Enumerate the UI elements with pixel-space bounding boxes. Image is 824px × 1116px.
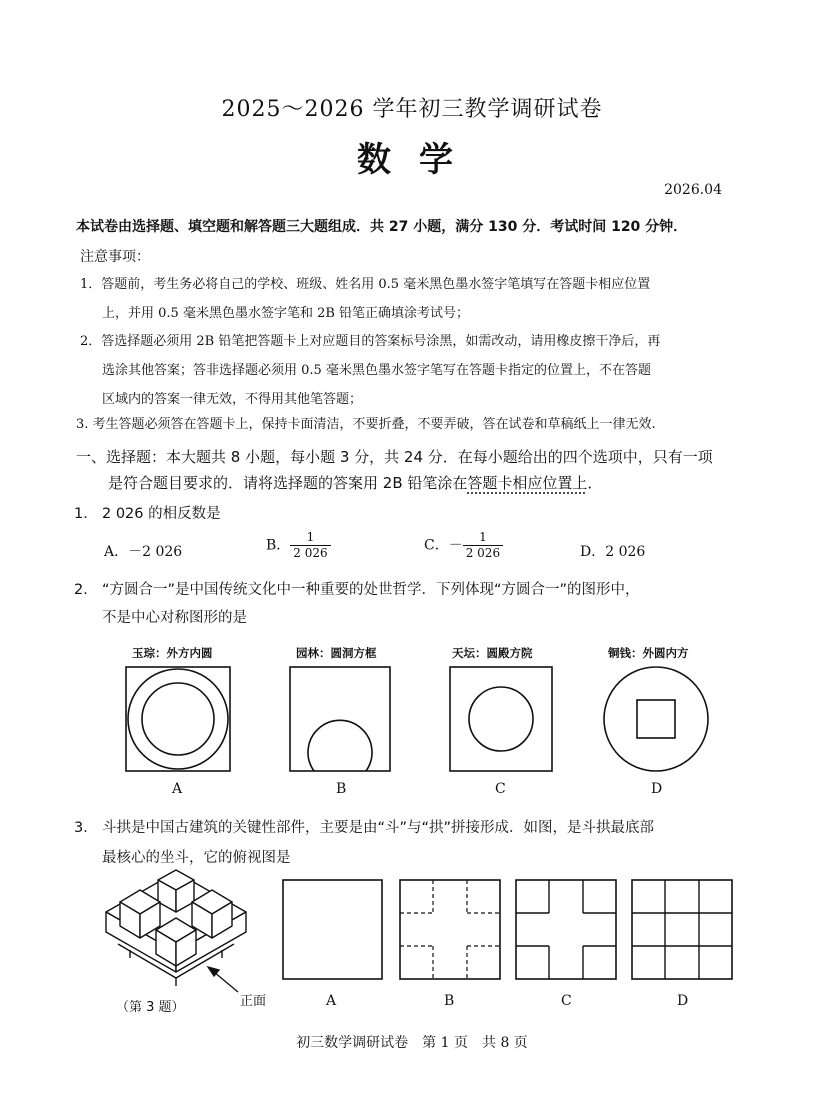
front-arrow <box>208 967 238 992</box>
q2-line-2: 不是中心对称图形的是 <box>102 610 247 626</box>
fraction: $\frac{1}{2 026}$ <box>290 530 330 561</box>
section-line-2: 是符合题目要求的．请将选择题的答案用 2B 铅笔涂在答题卡相应位置上． <box>108 474 603 492</box>
note-line: 上，并用 0.5 毫米黑色墨水签字笔和 2B 铅笔正确填涂考试号； <box>102 306 470 321</box>
q1-option-b: B． $\frac{1}{2 026}$ <box>266 530 331 561</box>
note-line: 1．答题前，考生务必将自己的学校、班级、姓名用 0.5 毫米黑色墨水签字笔填写在答题卡相应位置 <box>80 277 651 292</box>
q3-figure-caption: （第 3 题） <box>116 1000 185 1015</box>
figure-caption-c: 天坛：圆殿方院 <box>452 646 533 660</box>
view-letter-b: B <box>444 993 455 1009</box>
note-line: 2．答选择题必须用 2B 铅笔把答题卡上对应题目的答案标号涂黑，如需改动，请用橡皮擦干净后，再 <box>80 334 661 349</box>
note-line: 选涂其他答案；答非选择题必须用 0.5 毫米黑色墨水签字笔写在答题卡指定的位置上，不在答题 <box>102 363 651 378</box>
exam-date: 2026.04 <box>664 182 722 198</box>
front-label: 正面 <box>240 994 267 1009</box>
view-d-grid <box>632 880 732 979</box>
view-c-square <box>516 880 616 979</box>
page-footer: 初三数学调研试卷 第 1 页 共 8 页 <box>296 1035 528 1051</box>
figure-letter-c: C <box>495 781 506 797</box>
section-line: 一、选择题：本大题共 8 小题，每小题 3 分，共 24 分．在每小题给出的四个选项中，只有一项 <box>76 448 713 466</box>
notes-heading: 注意事项： <box>80 249 150 265</box>
view-a-square <box>283 880 382 979</box>
figure-letter-d: D <box>651 781 663 797</box>
note-line: 区域内的答案一律无效，不得用其他笔答题； <box>102 392 363 407</box>
note-3: 3. 考生答题必须答在答题卡上，保持卡面清洁，不要折叠，不要弄破，答在试卷和草稿纸上一律无效. <box>76 417 656 432</box>
q2-line-1: “方圆合一”是中国传统文化中一种重要的处世哲学．下列体现“方圆合一”的图形中， <box>102 582 640 598</box>
view-letter-a: A <box>326 993 337 1009</box>
q3-line-1: 斗拱是中国古建筑的关键性部件，主要是由“斗”与“拱”拼接形成．如图，是斗拱最底部 <box>102 820 655 836</box>
subject-title: 数学 <box>357 140 481 180</box>
view-letter-d: D <box>677 993 689 1009</box>
emphasis-text: 答题卡相应位置上 <box>467 474 588 492</box>
q3-line-2: 最核心的坐斗，它的俯视图是 <box>102 850 291 866</box>
q2-number: 2． <box>74 582 98 598</box>
figure-caption-b: 园林：圆洞方框 <box>296 646 377 660</box>
figure-caption-d: 铜钱：外圆内方 <box>608 646 689 660</box>
figure-letter-b: B <box>336 781 347 797</box>
q1-option-c: C．－ $\frac{1}{2 026}$ <box>424 530 503 561</box>
view-c-lines <box>516 880 616 979</box>
view-b-square <box>400 880 500 979</box>
exam-title: 2025～2026 学年初三教学调研试卷 <box>221 97 603 122</box>
view-d-square <box>632 880 732 979</box>
q3-number: 3． <box>74 820 98 836</box>
view-letter-c: C <box>561 993 572 1009</box>
fraction: $\frac{1}{2 026}$ <box>463 530 503 561</box>
figure-caption-a: 玉琮：外方内圆 <box>132 646 213 660</box>
q1-option-a: A．－2 026 <box>104 544 183 560</box>
q1-option-d: D．2 026 <box>580 544 646 560</box>
q1-number: 1． <box>74 506 98 522</box>
figure-letter-a: A <box>172 781 183 797</box>
exam-intro: 本试卷由选择题、填空题和解答题三大题组成．共 27 小题，满分 130 分．考试时间 120 分钟． <box>76 219 688 235</box>
q1-stem: 2 026 的相反数是 <box>102 506 221 522</box>
view-b-dashed-lines <box>400 880 500 979</box>
